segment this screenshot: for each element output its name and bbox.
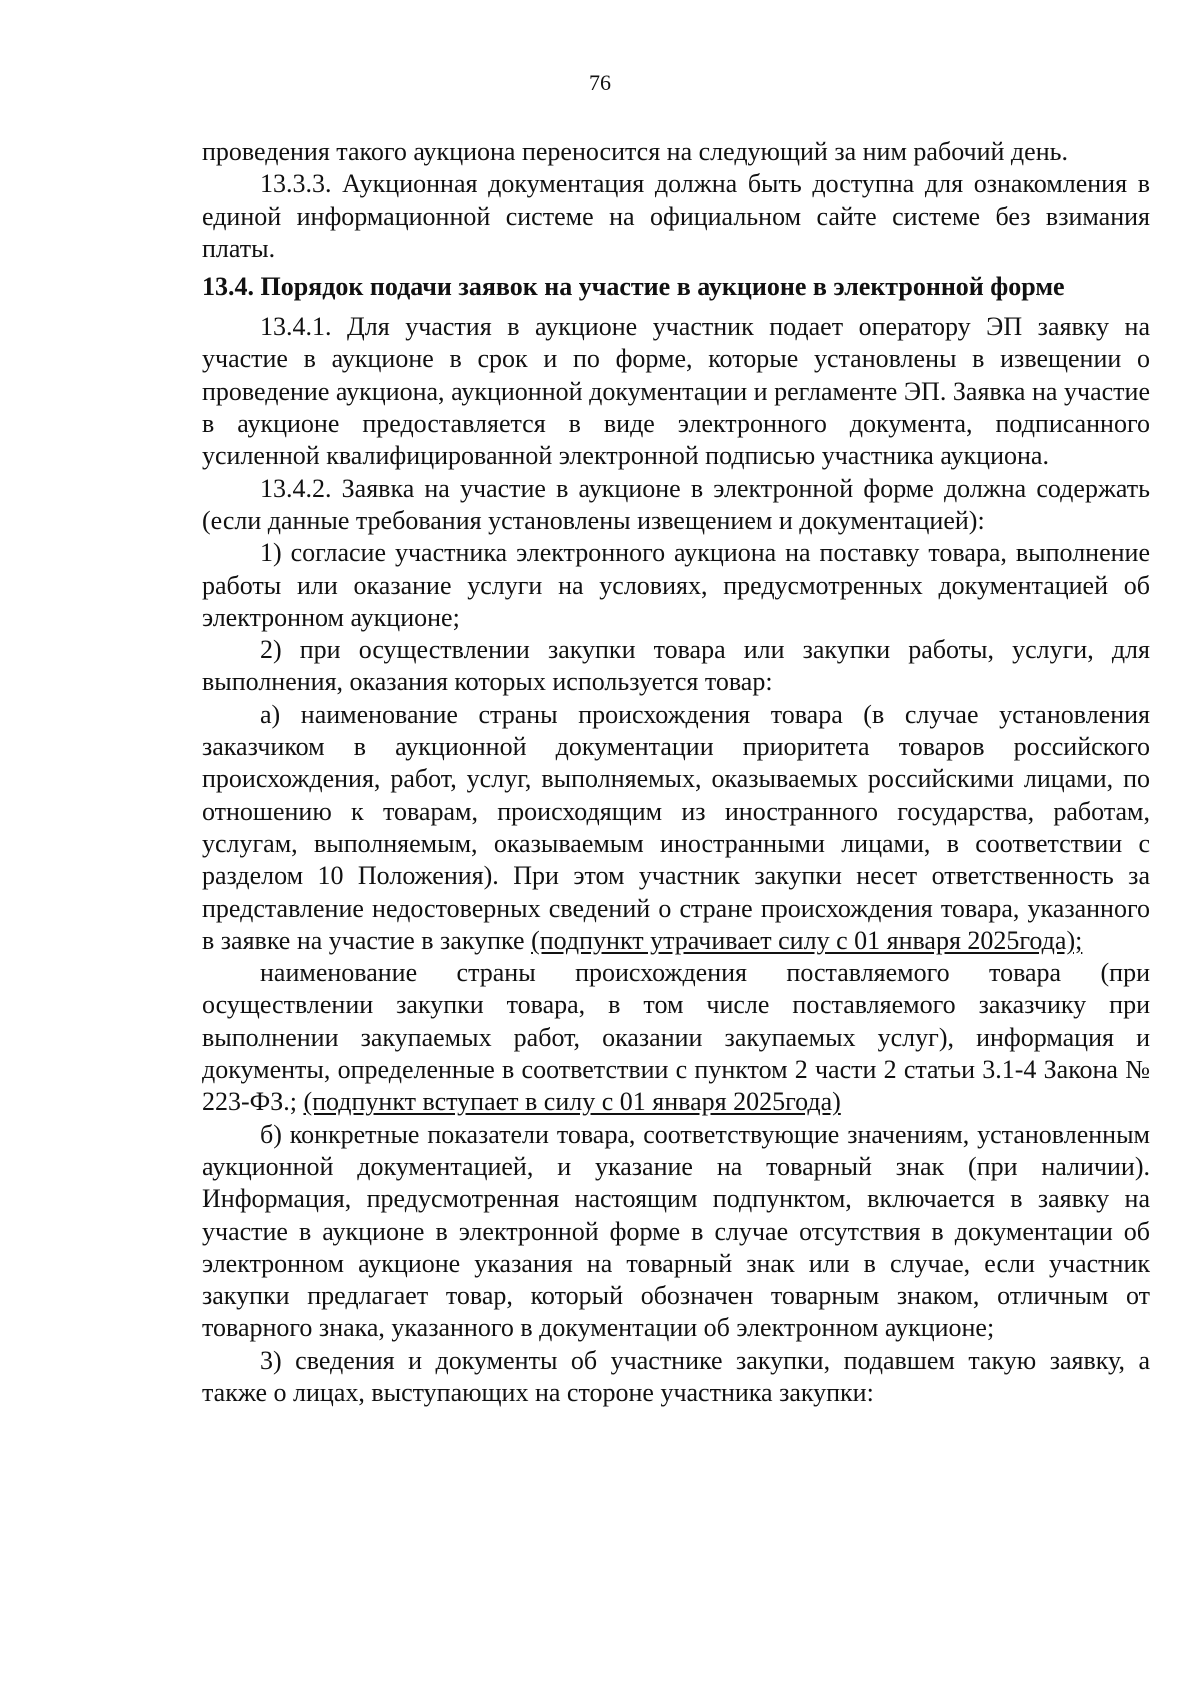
- paragraph-13-4-1: 13.4.1. Для участия в аукционе участник подает оператору ЭП заявку на участие в аукционе в срок и по форме, которые установлены в извещении о проведение аукциона, аукционной документации и регламенте ЭП. Заявка на участие в аукционе предоставляется в виде электронного документа, подписанного усиленной квалифицированной электронной подписью участника аукциона.: [202, 312, 1150, 471]
- section-heading-13-4: 13.4. Порядок подачи заявок на участие в аукционе в электронной форме: [202, 272, 1065, 302]
- list-item-1: 1) согласие участника электронного аукциона на поставку товара, выполнение работы или оказание услуги на условиях, предусмотренных документацией об электронном аукционе;: [202, 538, 1150, 632]
- paragraph-13-3-3: 13.3.3. Аукционная документация должна быть доступна для ознакомления в единой информационной системе на официальном сайте системе без взимания платы.: [202, 169, 1150, 263]
- page-number: 76: [589, 70, 611, 95]
- document-body: [202, 136, 1150, 1409]
- sub-item-a-new-text: наименование страны происхождения поставляемого товара (при осуществлении закупки товара, в том числе поставляемого заказчику при выполнении закупаемых работ, оказании закупаемых услуг), информация и документы, определенные в соответствии с пунктом 2 части 2 статьи 3.1-4 Закона № 223-ФЗ.;: [202, 958, 1150, 1117]
- sub-item-a-note: (подпункт утрачивает силу с 01 января 2025года);: [531, 925, 1083, 955]
- sub-item-a-text: а) наименование страны происхождения товара (в случае установления заказчиком в аукционной документации приоритета товаров российского происхождения, работ, услуг, выполняемых, оказываемых российскими лицами, по отношению к товарам, происходящим из иностранного государства, работам, услугам, выполняемым, оказываемым иностранными лицами, в соответствии с разделом 10 Положения). При этом участник закупки несет ответственность за представление недостоверных сведений о стране происхождения товара, указанного в заявке на участие в закупке: [202, 699, 1150, 955]
- paragraph-13-4-2: 13.4.2. Заявка на участие в аукционе в электронной форме должна содержать (если данные требования установлены извещением и документацией):: [202, 473, 1150, 535]
- list-item-2: 2) при осуществлении закупки товара или закупки работы, услуги, для выполнения, оказания которых используется товар:: [202, 635, 1150, 697]
- sub-item-b: б) конкретные показатели товара, соответствующие значениям, установленным аукционной документацией, и указание на товарный знак (при наличии). Информация, предусмотренная настоящим подпунктом, включается в заявку на участие в аукционе в электронной форме в случае отсутствия в документации об электронном аукционе указания на товарный знак или в случае, если участник закупки предлагает товар, который обозначен товарным знаком, отличным от товарного знака, указанного в документации об электронном аукционе;: [202, 1119, 1150, 1343]
- paragraph-continuation: проведения такого аукциона переносится на следующий за ним рабочий день.: [202, 137, 1068, 166]
- sub-item-a-new-note: (подпункт вступает в силу с 01 января 2025года): [303, 1087, 841, 1117]
- sub-item-a: [202, 699, 1150, 957]
- sub-item-a-new: [202, 957, 1150, 1118]
- list-item-3: 3) сведения и документы об участнике закупки, подавшем такую заявку, а также о лицах, выступающих на стороне участника закупки:: [202, 1345, 1150, 1407]
